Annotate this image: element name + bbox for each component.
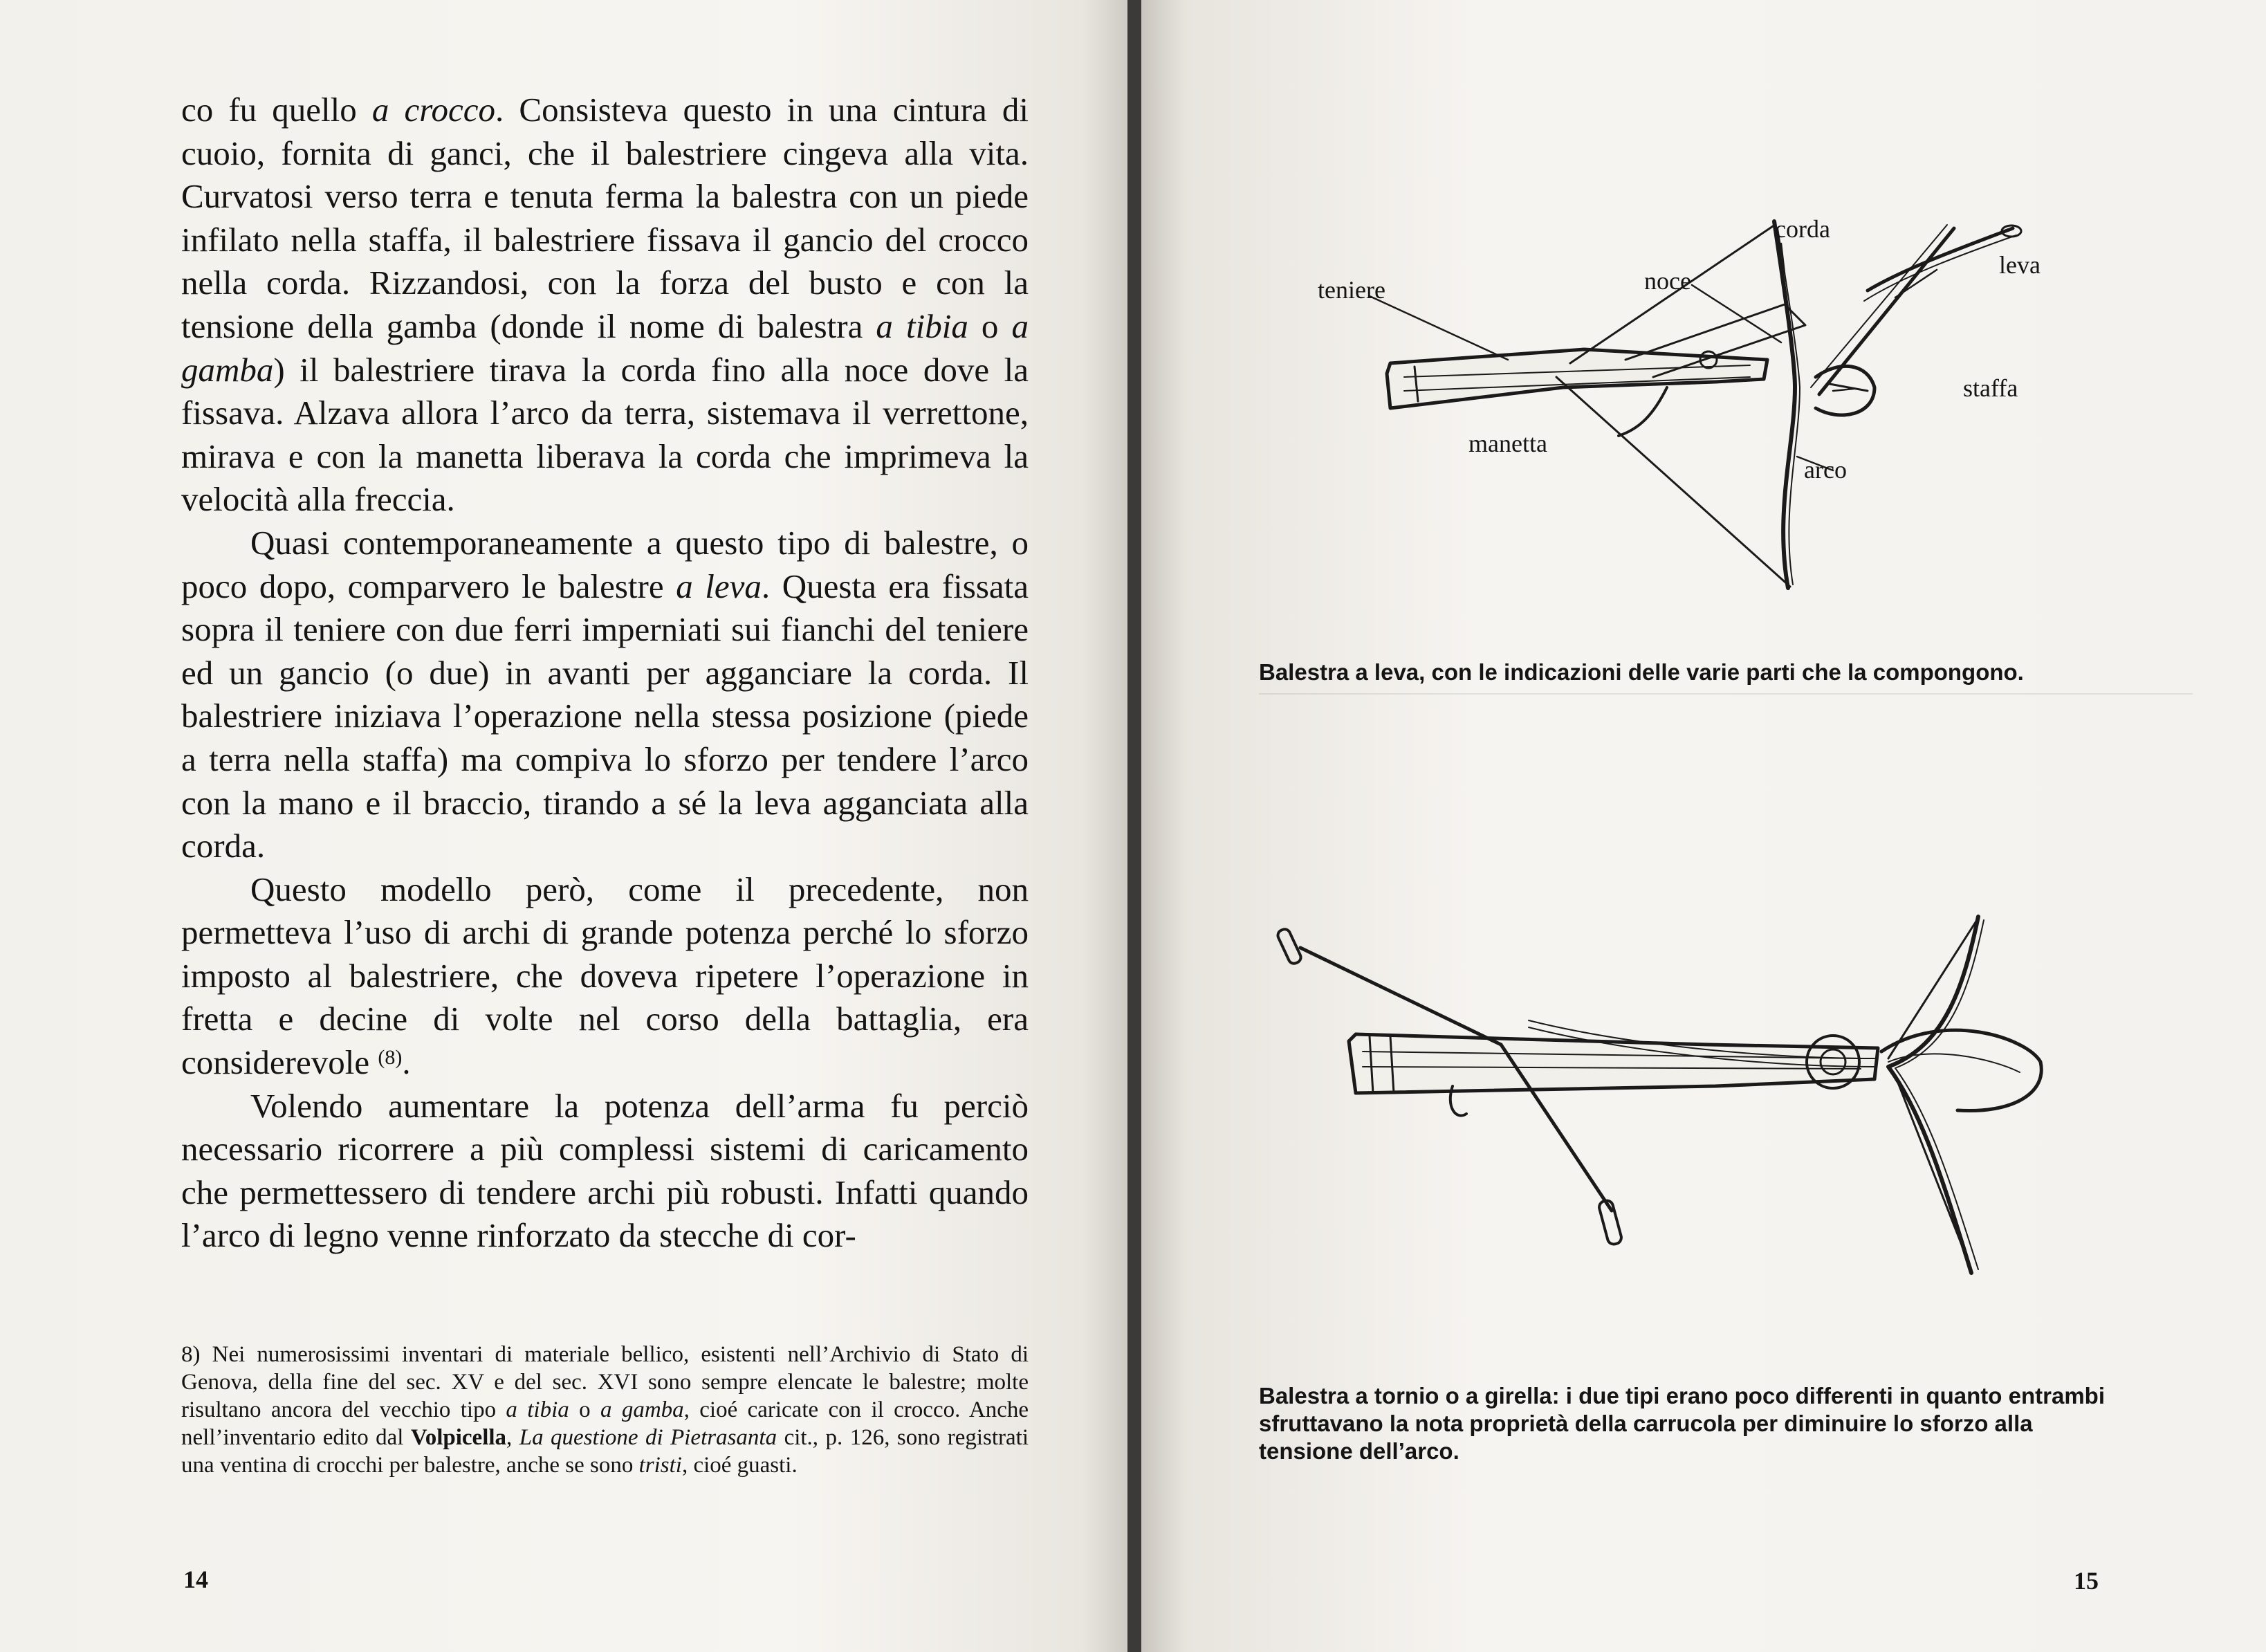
text-run: Volendo aumentare la potenza dell’arma fu perciò necessario ricorrere a più complessi sistemi di caricamento che permettessero di tendere archi più robusti. Infatti quando l’arco di legno venne rinforzato da stecche di cor- [181, 1086, 1029, 1255]
text-run: a tibia [876, 306, 968, 345]
label-arco: arco [1804, 456, 1847, 484]
page-number-right: 15 [2074, 1567, 2099, 1595]
label-staffa: staffa [1963, 374, 2018, 402]
book-gutter [1127, 0, 1141, 1652]
text-run: , cioé guasti. [681, 1453, 798, 1478]
footnote-8 [181, 1341, 1029, 1479]
footnote-reference[interactable]: (8) [378, 1046, 403, 1070]
figure-balestra-a-leva [1141, 0, 2266, 650]
left-page [0, 0, 1127, 1652]
label-noce: noce [1644, 267, 1691, 295]
text-run: o [968, 306, 1012, 345]
text-run: o [569, 1397, 600, 1422]
page-number-left: 14 [183, 1566, 208, 1593]
text-run: . Consisteva questo in una cintura di cuoio, fornita di ganci, che il balestriere cingeva alla vita. Curvatosi verso terra e tenuta ferma la balestra con un piede infilato nella staffa, il balestriere fissava il gancio del crocco nella corda. Rizzandosi, con la forza del busto e con la tensione della gamba (donde il nome di balestra [181, 91, 1029, 345]
figure-balestra-a-tornio [1141, 885, 2266, 1328]
text-run: a gamba [600, 1397, 684, 1422]
text-run: Quasi contemporaneamente a questo tipo di balestre, o poco dopo, comparvero le balestre [181, 523, 1029, 605]
paragraph [181, 522, 1029, 868]
crossbow-winch-drawing [1141, 885, 2266, 1328]
label-teniere: teniere [1318, 276, 1385, 304]
paragraph [181, 868, 1029, 1085]
text-run: a crocco [371, 91, 496, 129]
text-run: co fu quello [181, 91, 372, 129]
text-run: tristi [638, 1453, 682, 1478]
paragraph [181, 1085, 1029, 1258]
figure-1-caption: Balestra a leva, con le indicazioni delle varie parti che la compongono. [1259, 659, 2024, 685]
right-page [1141, 0, 2266, 1652]
footnote-text [181, 1341, 1029, 1479]
text-run: La questione di Pietrasanta [519, 1425, 777, 1450]
divider [1259, 693, 2193, 695]
label-corda: corda [1775, 215, 1830, 243]
text-run: , [506, 1425, 519, 1450]
text-run: ) il balestriere tirava la corda fino alla noce dove la fissava. Alzava allora l’arco da terra, sistemava il verrettone, mirava e con la manetta liberava la corda che imprimeva la velocità alla freccia. [181, 350, 1029, 519]
label-manetta: manetta [1468, 430, 1547, 457]
figure-2-caption: Balestra a tornio o a girella: i due tipi erano poco differenti in quanto entrambi sfruttavano la nota proprietà della carrucola per diminuire lo sforzo alla tensione dell’arco. [1259, 1383, 2105, 1464]
text-run: a gamba [181, 306, 1029, 389]
crossbow-lever-drawing [1141, 0, 2266, 650]
body-text [181, 89, 1029, 1258]
paragraph [181, 89, 1029, 522]
text-run: , cioé caricate con il crocco. Anche nell’inventario edito dal [181, 1397, 1029, 1450]
text-run: . Questa era fissata sopra il teniere con due ferri imperniati sui fianchi del teniere ed un gancio (o due) in avanti per agganciare la corda. Il balestriere iniziava l’operazione nella stessa posizione (piede a terra nella staffa) ma compiva lo sforzo per tendere l’arco con la mano e il braccio, tirando a sé la leva agganciata alla corda. [181, 567, 1029, 865]
text-run: a tibia [506, 1397, 569, 1422]
text-run: Volpicella [410, 1425, 507, 1450]
text-run: Questo modello però, come il precedente, non permetteva l’uso di archi di grande potenza perché lo sforzo imposto al balestriere, che doveva ripetere l’operazione in fretta e decine di volte nel corso della battaglia, era considerevole [181, 870, 1029, 1082]
text-run: 8) Nei numerosissimi inventari di materiale bellico, esistenti nell’Archivio di Stato di Genova, della fine del sec. XV e del sec. XVI sono sempre elencate le balestre; molte risultano ancora del vecchio tipo [181, 1342, 1029, 1422]
text-run: a leva [676, 567, 762, 605]
text-run: . [402, 1043, 411, 1082]
text-run: cit., p. 126, sono registrati una ventina di crocchi per balestre, anche se sono [181, 1425, 1029, 1478]
label-leva: leva [1999, 251, 2041, 279]
